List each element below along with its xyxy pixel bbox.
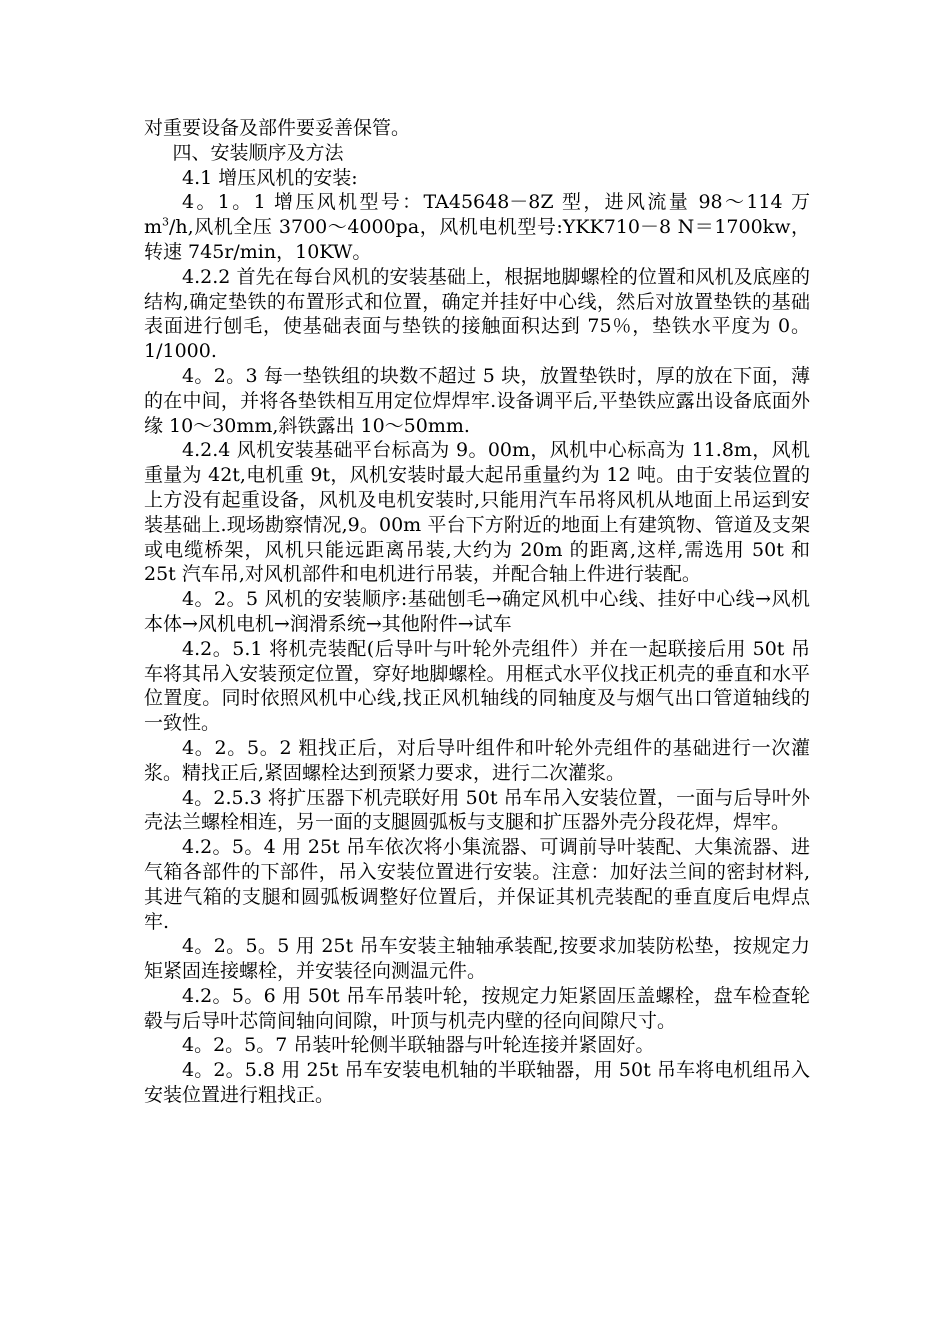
paragraph-storage-note: 对重要设备及部件要妥善保管。 <box>144 117 411 139</box>
paragraph-4-2-5-4: 4.2。5。4 用 25t 吊车依次将小集流器、可调前导叶装配、大集流器、进气箱各部件的下部件，吊入安装位置进行安装。注意：加好法兰间的密封材料,其进气箱的支腿和圆弧板调整好位置后，并保证其机壳装配的垂直度后电焊点牢. <box>144 836 810 933</box>
paragraph-4-1-1-text-a: 4。1。1 增压风机型号：TA45648－8Z 型，进风流量 98～114 万 m <box>144 191 810 239</box>
paragraph-4-2-5-8: 4。2。5.8 用 25t 吊车安装电机轴的半联轴器，用 50t 吊车将电机组吊入安装位置进行粗找正。 <box>144 1059 810 1107</box>
paragraph-4-2-5-1: 4.2。5.1 将机壳装配(后导叶与叶轮外壳组件）并在一起联接后用 50t 吊车将其吊入安装预定位置，穿好地脚螺栓。用框式水平仪找正机壳的垂直和水平位置度。同时依照风机中心线,找正风机轴线的同轴度及与烟气出口管道轴线的一致性。 <box>144 637 810 735</box>
paragraph-4-1-1 <box>144 190 810 264</box>
paragraph-4-2-5-2: 4。2。5。2 粗找正后，对后导叶组件和叶轮外壳组件的基础进行一次灌浆。精找正后,紧固螺栓达到预紧力要求，进行二次灌浆。 <box>144 736 810 784</box>
paragraph-4-1-1-text-b: /h,风机全压 3700～4000pa，风机电机型号:YKK710－8 N＝1700kw，转速 745r/min，10KW。 <box>144 216 810 263</box>
paragraph-4-2-5-7: 4。2。5。7 吊装叶轮侧半联轴器与叶轮连接并紧固好。 <box>182 1034 655 1057</box>
document-page <box>144 116 810 1108</box>
paragraph-4-2-5-3: 4。2.5.3 将扩压器下机壳联好用 50t 吊车吊入安装位置，一面与后导叶外壳法兰螺栓相连，另一面的支腿圆弧板与支腿和扩压器外壳分段花焊，焊牢。 <box>144 786 810 834</box>
superscript-3: 3 <box>162 215 170 229</box>
subsection-heading-4-1: 4.1 增压风机的安装: <box>182 166 358 189</box>
section-heading-installation: 四、安装顺序及方法 <box>172 141 344 164</box>
paragraph-4-2-4: 4.2.4 风机安装基础平台标高为 9。00m，风机中心标高为 11.8m，风机重量为 42t,电机重 9t，风机安装时最大起吊重量约为 12 吨。由于安装位置的上方没有起重设备，风机及电机安装时,只能用汽车吊将风机从地面上吊运到安装基础上.现场勘察情况,9。00m 平台下方附近的地面上有建筑物、管道及支架或电缆桥架，风机只能远距离吊装,大约为 20m 的距离,这样,需选用 50t 和 25t 汽车吊,对风机部件和电机进行吊装，并配合轴上件进行装配。 <box>144 439 810 586</box>
paragraph-4-2-3: 4。2。3 每一垫铁组的块数不超过 5 块，放置垫铁时，厚的放在下面，薄的在中间，并将各垫铁相互用定位焊焊牢.设备调平后,平垫铁应露出设备底面外缘 10～30mm,斜铁露出 10～50mm. <box>144 364 810 437</box>
paragraph-4-2-5-6: 4.2。5。6 用 50t 吊车吊装叶轮，按规定力矩紧固压盖螺栓，盘车检查轮毂与后导叶芯筒间轴向间隙，叶顶与机壳内壁的径向间隙尺寸。 <box>144 984 810 1032</box>
paragraph-4-2-5-5: 4。2。5。5 用 25t 吊车安装主轴轴承装配,按要求加装防松垫，按规定力矩紧固连接螺栓，并安装径向测温元件。 <box>144 935 810 983</box>
paragraph-4-2-2: 4.2.2 首先在每台风机的安装基础上，根据地脚螺栓的位置和风机及底座的结构,确定垫铁的布置形式和位置，确定并挂好中心线，然后对放置垫铁的基础表面进行刨毛，使基础表面与垫铁的接触面积达到 75％，垫铁水平度为 0。1/1000. <box>144 265 810 363</box>
paragraph-4-2-5: 4。2。5 风机的安装顺序:基础刨毛→确定风机中心线、挂好中心线→风机本体→风机电机→润滑系统→其他附件→试车 <box>144 588 810 635</box>
